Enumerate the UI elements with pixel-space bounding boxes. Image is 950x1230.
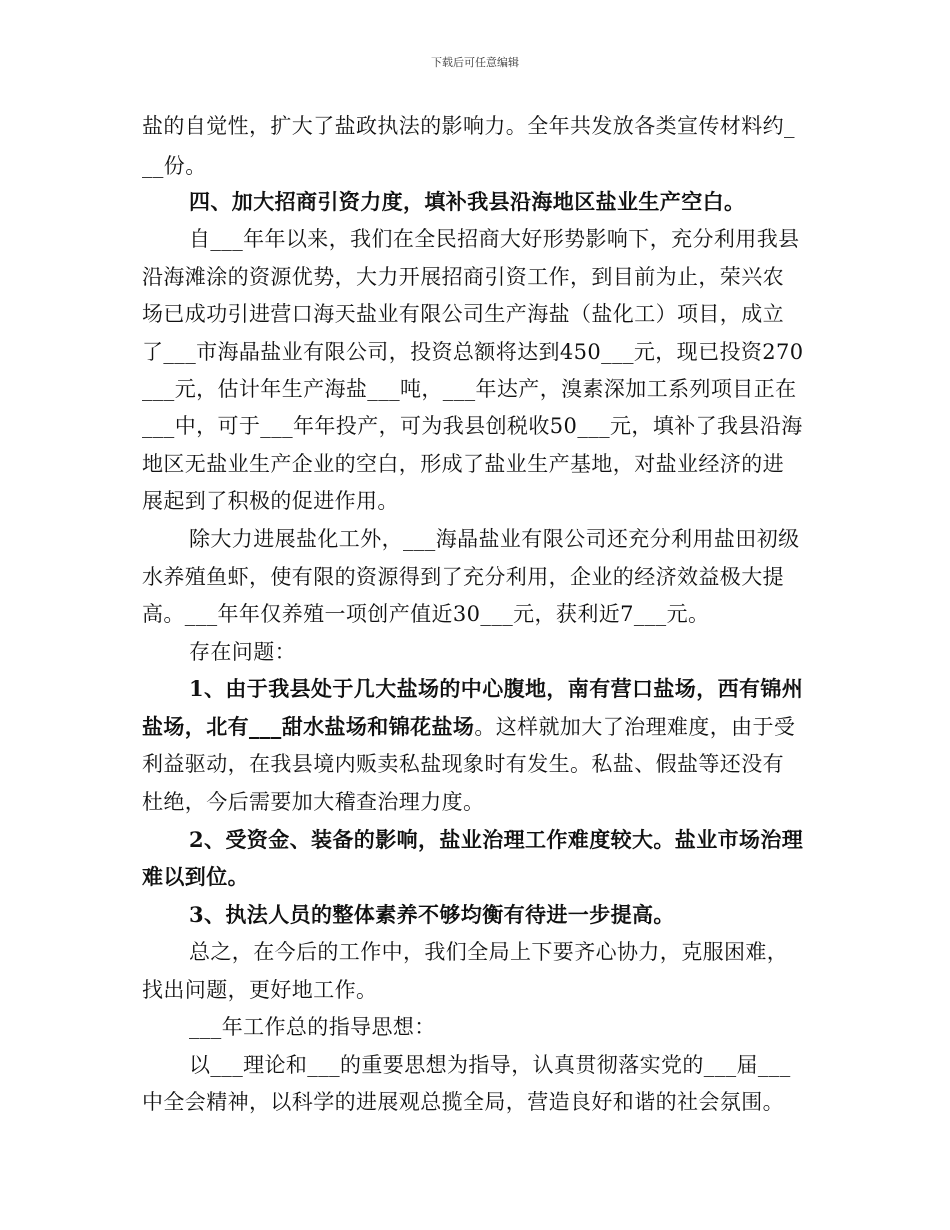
text-line: 沿海滩涂的资源优势，大力开展招商引资工作，到目前为止，荣兴农 bbox=[142, 265, 784, 289]
text-line: 存在问题： bbox=[189, 640, 296, 664]
text-line: 高。___年年仅养殖一项创产值近30___元，获利近7___元。 bbox=[142, 602, 710, 626]
text-line: 难以到位。 bbox=[142, 864, 249, 889]
text-line: 找出问题，更好地工作。 bbox=[142, 978, 378, 1002]
text-line: 展起到了积极的促进作用。 bbox=[142, 489, 399, 513]
text-line: __份。 bbox=[142, 154, 207, 178]
text-line: 杜绝，今后需要加大稽查治理力度。 bbox=[142, 790, 485, 814]
text-line: 水养殖鱼虾，使有限的资源得到了充分利用，企业的经济效益极大提 bbox=[142, 565, 784, 589]
text-line: 中全会精神，以科学的进展观总揽全局，营造良好和谐的社会氛围。 bbox=[142, 1090, 784, 1114]
text-line: ___中，可于___年年投产，可为我县创税收50___元，填补了我县沿海 bbox=[142, 414, 803, 438]
text-line: 场已成功引进营口海天盐业有限公司生产海盐（盐化工）项目，成立 bbox=[142, 302, 784, 326]
text-line: ___元，估计年生产海盐___吨，___年达产，溴素深加工系列项目正在 bbox=[142, 377, 797, 401]
text-line: 四、加大招商引资力度，填补我县沿海地区盐业生产空白。 bbox=[189, 189, 746, 214]
text-line bbox=[142, 714, 795, 740]
text-line: ___年工作总的指导思想： bbox=[189, 1015, 436, 1039]
text-line: 1、由于我县处于几大盐场的中心腹地，南有营口盐场，西有锦州 bbox=[189, 676, 804, 701]
text-line: 利益驱动，在我县境内贩卖私盐现象时有发生。私盐、假盐等还没有 bbox=[142, 752, 784, 776]
text-line: 3、执法人员的整体素养不够均衡有待进一步提高。 bbox=[189, 902, 675, 927]
text-line: 自___年年以来，我们在全民招商大好形势影响下，充分利用我县 bbox=[189, 227, 800, 251]
text-line: 了___市海晶盐业有限公司，投资总额将达到450___元，现已投资270 bbox=[142, 340, 804, 364]
text-span: 盐场，北有___甜水盐场和锦花盐场 bbox=[142, 714, 475, 739]
text-line: 总之，在今后的工作中，我们全局上下要齐心协力，克服困难， bbox=[189, 940, 789, 964]
page-header: 下载后可任意编辑 bbox=[431, 56, 519, 69]
text-line: 盐的自觉性，扩大了盐政执法的影响力。全年共发放各类宣传材料约_ bbox=[142, 114, 795, 138]
text-line: 2、受资金、装备的影响，盐业治理工作难度较大。盐业市场治理 bbox=[189, 827, 804, 852]
text-line: 地区无盐业生产企业的空白，形成了盐业生产基地，对盐业经济的进 bbox=[142, 452, 784, 476]
text-span: 。这样就加大了治理难度，由于受 bbox=[474, 715, 796, 739]
text-line: 除大力进展盐化工外，___海晶盐业有限公司还充分利用盐田初级 bbox=[189, 527, 800, 551]
text-line: 以___理论和___的重要思想为指导，认真贯彻落实党的___届___ bbox=[189, 1053, 791, 1077]
